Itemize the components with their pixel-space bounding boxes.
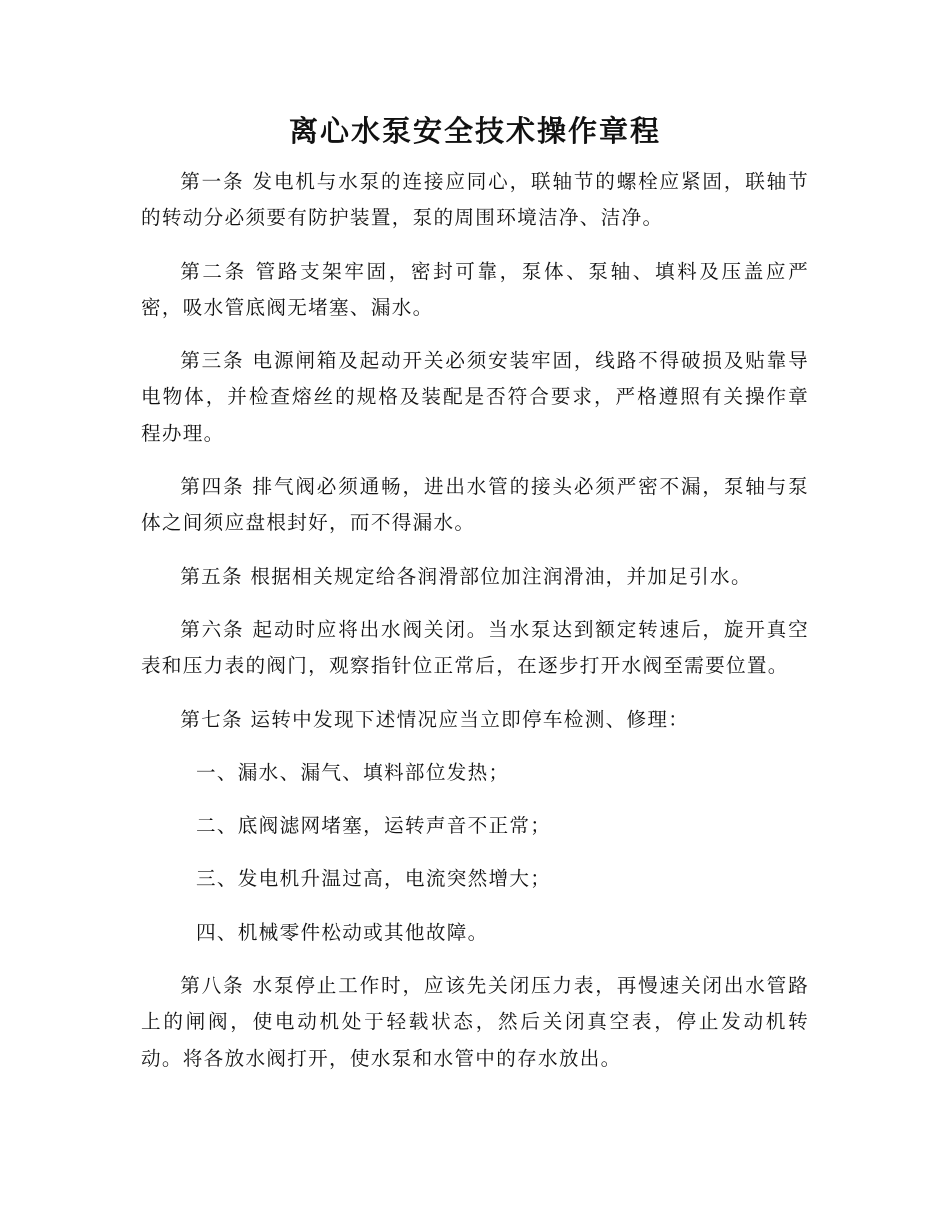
- article-3: 第三条 电源闸箱及起动开关必须安装牢固，线路不得破损及贴靠导电物体，并检查熔丝的规格及装配是否符合要求，严格遵照有关操作章程办理。: [141, 349, 809, 445]
- article-6: 第六条 起动时应将出水阀关闭。当水泵达到额定转速后，旋开真空表和压力表的阀门，观察指针位正常后，在逐步打开水阀至需要位置。: [141, 617, 809, 678]
- list-item: 三、发电机升温过高，电流突然增大；: [196, 867, 552, 891]
- list-item: 一、漏水、漏气、填料部位发热；: [196, 760, 510, 784]
- article-8: 第八条 水泵停止工作时，应该先关闭压力表，再慢速关闭出水管路上的闸阀，使电动机处于轻载状态，然后关闭真空表，停止发动机转动。将各放水阀打开，使水泵和水管中的存水放出。: [141, 974, 809, 1070]
- article-2: 第二条 管路支架牢固，密封可靠，泵体、泵轴、填料及压盖应严密，吸水管底阀无堵塞、漏水。: [141, 259, 809, 319]
- list-item: 二、底阀滤网堵塞，运转声音不正常；: [196, 814, 552, 838]
- document-title: 离心水泵安全技术操作章程: [288, 114, 661, 148]
- article-1: 第一条 发电机与水泵的连接应同心，联轴节的螺栓应紧固，联轴节的转动分必须要有防护装置，泵的周围环境洁净、洁净。: [141, 170, 809, 230]
- article-7: 第七条 运转中发现下述情况应当立即停车检测、修理：: [180, 707, 690, 731]
- article-5: 第五条 根据相关规定给各润滑部位加注润滑油，并加足引水。: [180, 564, 752, 588]
- article-4: 第四条 排气阀必须通畅，进出水管的接头必须严密不漏，泵轴与泵体之间须应盘根封好，而不得漏水。: [141, 475, 809, 535]
- list-item: 四、机械零件松动或其他故障。: [196, 920, 489, 944]
- document-body: [141, 164, 809, 1094]
